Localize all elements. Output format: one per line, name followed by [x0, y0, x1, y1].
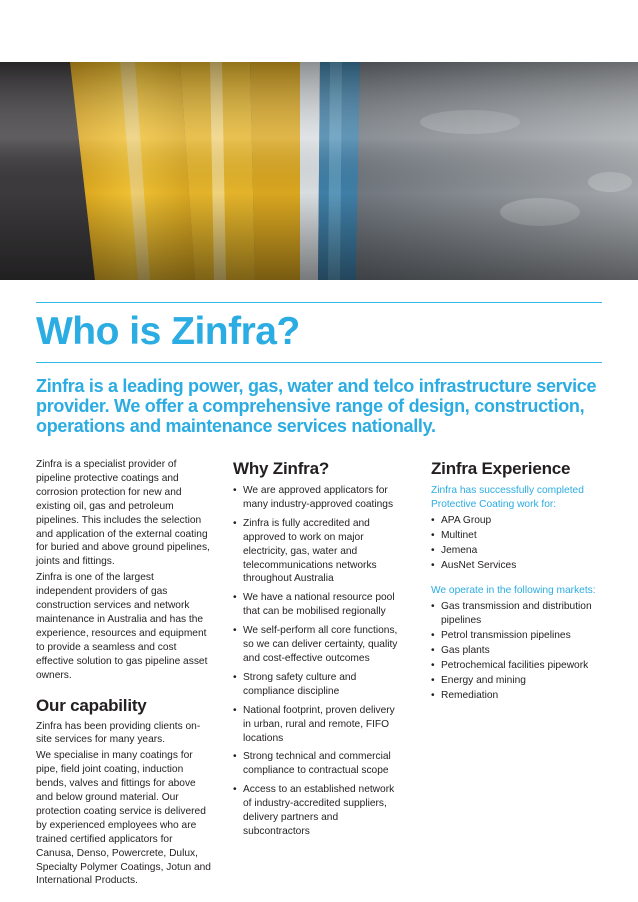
list-item: • Strong technical and commercial compliance to contractual scope	[233, 751, 391, 777]
bullet-icon: •	[233, 517, 237, 529]
experience-heading: Zinfra Experience	[431, 459, 571, 478]
why-heading: Why Zinfra?	[233, 459, 330, 478]
list-item: • We have a national resource pool that can be mobilised regionally	[233, 592, 395, 618]
bullet-icon: •	[233, 671, 237, 683]
list-item: • Zinfra is fully accredited and approved to work on major electricity, gas, water and telecommunications networks throughout Australia	[233, 517, 377, 585]
list-item: • Multinet	[431, 529, 477, 541]
capability-heading: Our capability	[36, 695, 147, 715]
client-list	[431, 514, 611, 573]
bullet-icon: •	[431, 514, 435, 526]
list-item: • Energy and mining	[431, 674, 526, 686]
spacer	[431, 573, 611, 584]
intro-column	[36, 458, 212, 890]
bullet-icon: •	[233, 485, 237, 496]
bullet-icon: •	[233, 625, 237, 637]
bullet-icon: •	[431, 601, 435, 613]
bullet-icon: •	[431, 544, 435, 556]
list-item: • We are approved applicators for many industry-approved coatings	[233, 485, 394, 510]
capability-paragraph: Zinfra has been providing clients on-site services for many years.	[36, 720, 201, 746]
top-divider	[36, 302, 602, 303]
bullet-icon: •	[431, 630, 435, 642]
list-item: • Gas plants	[431, 645, 490, 657]
bullet-icon: •	[431, 645, 435, 657]
page-title: Who is Zinfra?	[36, 310, 300, 353]
bullet-icon: •	[233, 751, 237, 763]
bullet-icon: •	[431, 559, 435, 571]
bullet-icon: •	[233, 784, 237, 796]
lead-statement: Zinfra is a leading power, gas, water and telco infrastructure service provider. We offer a comprehensive range of design, construction, operations and maintenance services nationally.	[36, 376, 597, 436]
bullet-icon: •	[431, 529, 435, 541]
list-item: • National footprint, proven delivery in urban, rural and remote, FIFO locations	[233, 704, 395, 744]
list-item: • APA Group	[431, 514, 492, 526]
bullet-icon: •	[431, 659, 435, 671]
list-item: • Jemena	[431, 544, 478, 556]
list-item: • AusNet Services	[431, 559, 517, 571]
list-item: • Petrol transmission pipelines	[431, 630, 571, 642]
list-item: • We self-perform all core functions, so we can deliver certainty, quality and cost-effective outcomes	[233, 625, 398, 664]
experience-column	[431, 458, 611, 704]
list-item: • Access to an established network of industry-accredited suppliers, delivery partners and subcontractors	[233, 784, 395, 837]
list-item: • Remediation	[431, 689, 499, 701]
title-divider	[36, 362, 602, 363]
completed-intro: Zinfra has successfully completed Protective Coating work for:	[431, 485, 584, 510]
list-item: • Petrochemical facilities pipework	[431, 659, 589, 671]
bullet-icon: •	[233, 592, 237, 604]
bullet-icon: •	[431, 689, 435, 701]
markets-intro: We operate in the following markets:	[431, 585, 596, 597]
why-column	[233, 458, 403, 844]
markets-list	[431, 600, 611, 702]
capability-paragraph: We specialise in many coatings for pipe, field joint coating, induction bends, valves and fittings for above and below ground material. Our protection coating service is delivered by experienced employees who are trained certified applicators for Canusa, Denso, Powercrete, Dulux, Specialty Polymer Coatings, Jotun and International Products.	[36, 750, 211, 887]
bullet-icon: •	[233, 704, 237, 716]
list-item: • Gas transmission and distribution pipelines	[431, 601, 592, 627]
hero-image	[0, 62, 638, 280]
why-list	[233, 484, 403, 839]
pipeline-photo	[0, 62, 638, 280]
intro-paragraph: Zinfra is a specialist provider of pipeline protective coatings and corrosion protection for new and existing oil, gas and petroleum pipelines. This includes the selection and application of the external coating for buried and above ground pipelines, joints and fittings.	[36, 459, 210, 568]
list-item: • Strong safety culture and compliance discipline	[233, 671, 357, 697]
bullet-icon: •	[431, 674, 435, 686]
intro-paragraph: Zinfra is one of the largest independent providers of gas construction services and network maintenance in Australia and has the experience, resources and equipment to provide a seamless and cost effective solution to gas pipeline asset owners.	[36, 572, 208, 681]
